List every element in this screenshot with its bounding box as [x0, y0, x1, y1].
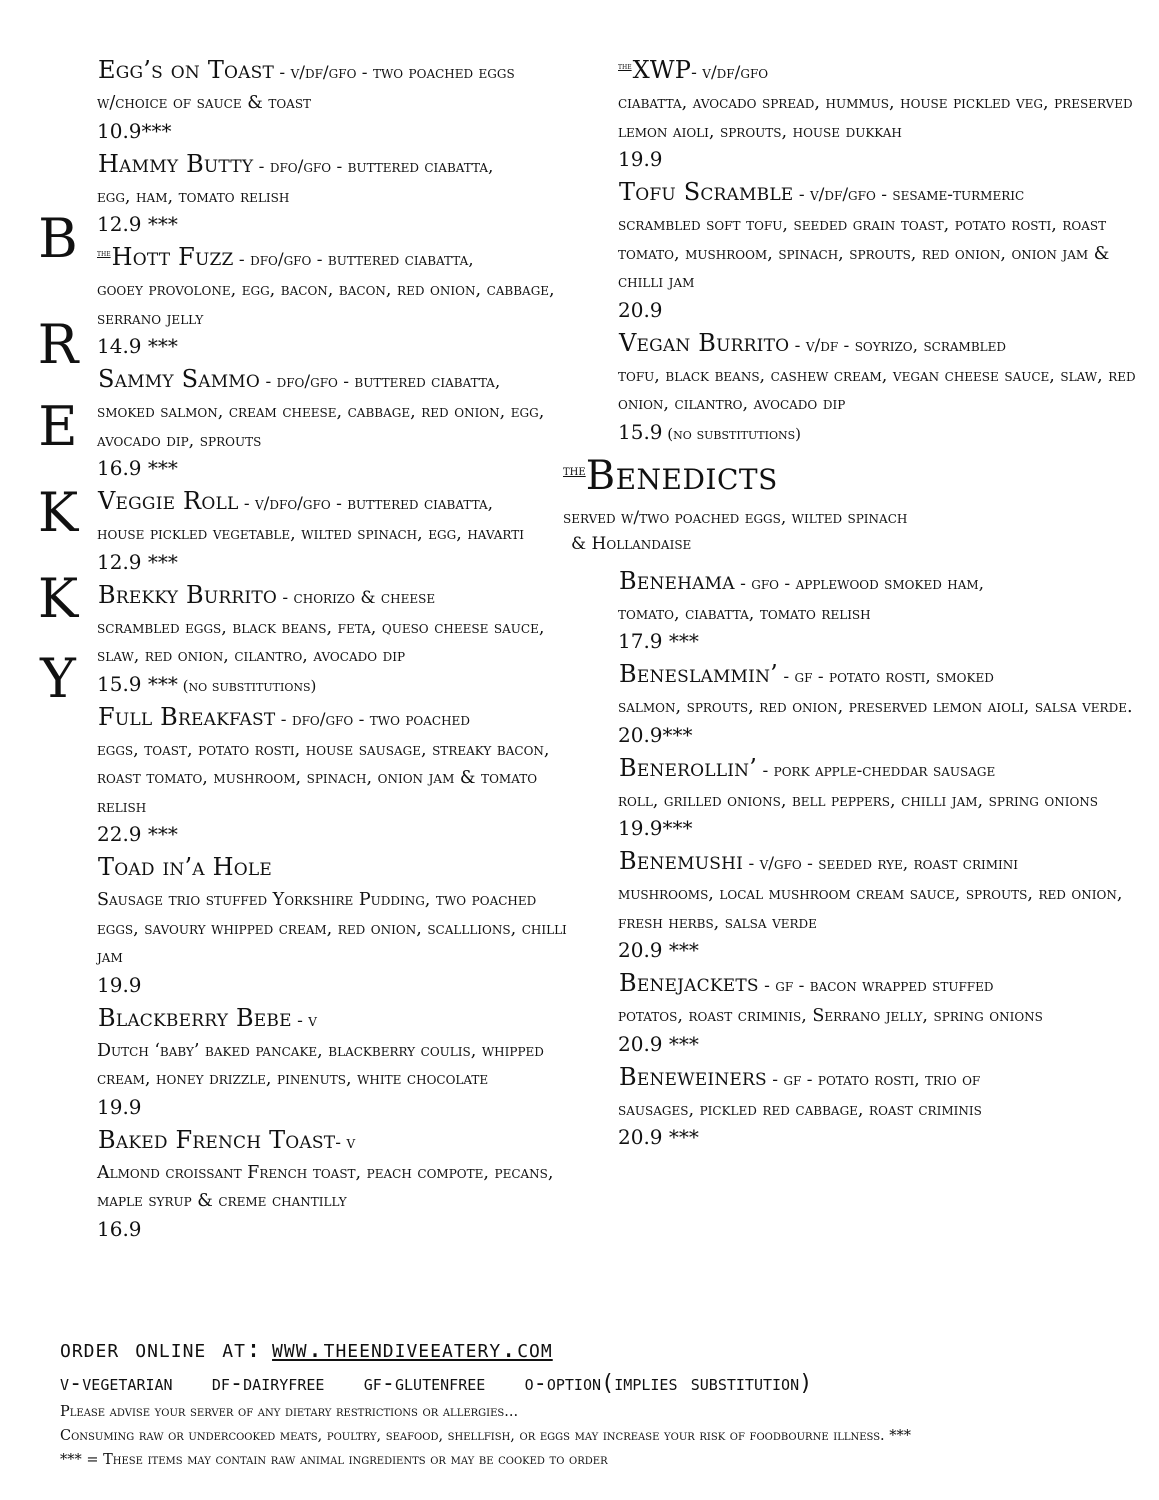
menu-item-price-line — [618, 419, 1143, 447]
allergy-disclaimer: Please advise your server of any dietary restrictions or allergies... — [60, 1404, 519, 1420]
menu-item-header — [97, 849, 567, 886]
menu-item-price: 20.9*** — [618, 722, 693, 747]
menu-item-tags: - v — [335, 1132, 356, 1153]
menu-item-header — [618, 1059, 1143, 1096]
menu-item-name: Baked French Toast — [98, 1125, 336, 1154]
menu-item-price-line — [97, 671, 567, 699]
menu-item-price: 20.9 *** — [618, 1031, 699, 1056]
menu-item-price: 19.9 — [618, 147, 663, 171]
legend-option: o-option(implies substitution) — [524, 1371, 813, 1396]
menu-item-tags: - pork apple-cheddar sausage — [757, 760, 996, 781]
menu-item-name: Tofu Scramble — [619, 178, 794, 206]
menu-item — [618, 563, 1143, 657]
menu-item-price: 20.9 — [618, 297, 663, 322]
menu-item-price-line — [97, 455, 567, 483]
menu-item-header — [618, 563, 1143, 600]
menu-item-price: 10.9*** — [97, 118, 172, 143]
menu-item — [97, 52, 567, 146]
menu-item — [618, 325, 1143, 447]
menu-item — [618, 750, 1143, 844]
menu-item-tags: - v/dfo/gfo - buttered ciabatta, — [238, 494, 494, 514]
menu-item — [97, 1122, 567, 1244]
menu-item-description: egg, ham, tomato relish — [97, 186, 290, 207]
menu-item-price-line — [618, 146, 1143, 174]
menu-item — [618, 52, 1143, 174]
menu-item-name: Hammy Butty — [98, 149, 254, 178]
menu-item-price-line — [97, 549, 567, 577]
menu-item — [97, 577, 567, 699]
menu-item-header — [618, 965, 1143, 1002]
menu-item — [97, 361, 567, 483]
menu-item-name: Benejackets — [619, 969, 759, 997]
diet-legend — [60, 1368, 1140, 1400]
menu-item-price-line — [97, 972, 567, 1000]
menu-item-name: Blackberry Bebe — [98, 1003, 292, 1032]
menu-item-price-line — [97, 211, 567, 239]
menu-item-header — [618, 843, 1143, 880]
benedicts-heading — [563, 453, 1143, 501]
menu-item-price: 17.9 *** — [618, 629, 699, 653]
brekky-letter: K — [37, 481, 79, 544]
menu-item-price: 15.9 *** — [97, 671, 178, 696]
menu-item — [97, 146, 567, 240]
menu-item-tags: - gf - potato rosti, smoked — [777, 667, 994, 687]
menu-item-tags: - dfo/gfo - buttered ciabatta, — [233, 250, 474, 270]
menu-item-header — [618, 656, 1143, 693]
menu-item-tags: - v/gfo - seeded rye, roast crimini — [743, 854, 1019, 874]
menu-item-price-line — [97, 1094, 567, 1122]
menu-item-name: Brekky Burrito — [98, 580, 277, 609]
menu-item-name: Sammy Sammo — [98, 365, 261, 393]
benedicts-the: the — [563, 462, 586, 479]
menu-item-description: Almond croissant French toast, peach compote, pecans, maple syrup & creme chantilly — [97, 1162, 554, 1211]
menu-item-price: 19.9 — [97, 1094, 142, 1119]
menu-item-price: 12.9 *** — [97, 549, 178, 574]
menu-item-description: Sausage trio stuffed Yorkshire Pudding, two poached eggs, savoury whipped cream, red onion, scalllions, chilli jam — [97, 890, 567, 967]
menu-item-price-line — [618, 815, 1143, 843]
menu-item-name: Egg’s on Toast — [98, 56, 275, 84]
menu-item-price-line — [97, 821, 567, 849]
legend-vegetarian: v-vegetarian — [60, 1371, 173, 1396]
menu-item-header — [97, 52, 567, 89]
menu-item-price: 14.9 *** — [97, 334, 178, 358]
brekky-letter: R — [37, 313, 79, 376]
menu-item-description: w/choice of sauce & toast — [97, 93, 312, 113]
menu-item-price: 20.9 *** — [618, 1125, 699, 1149]
menu-item-tags: - v/df/gfo - sesame-turmeric — [793, 185, 1025, 205]
menu-item-description: tomato, ciabatta, tomato relish — [618, 603, 871, 624]
legend-glutenfree: gf-glutenfree — [363, 1371, 486, 1396]
menu-item-description: ciabatta, avocado spread, hummus, house pickled veg, preserved lemon aioli, sprouts, house dukkah — [618, 93, 1133, 142]
menu-item-description: tofu, black beans, cashew cream, vegan cheese sauce, slaw, red onion, cilantro, avocado dip — [618, 365, 1136, 414]
menu-item — [618, 965, 1143, 1059]
menu-item-header — [97, 1122, 567, 1159]
raw-food-disclaimer: Consuming raw or undercooked meats, poultry, seafood, shellfish, or eggs may increase your risk of foodbourne illness. *** — [60, 1428, 912, 1444]
menu-item-header — [618, 52, 1143, 89]
menu-item-header — [618, 174, 1143, 211]
menu-item-price-line — [618, 722, 1143, 750]
menu-item-tags: - gfo - applewood smoked ham, — [734, 573, 985, 594]
brekky-letter: E — [38, 395, 78, 458]
menu-item-description: eggs, toast, potato rosti, house sausage, streaky bacon, roast tomato, mushroom, spinach, onion jam & tomato relish — [97, 739, 550, 817]
menu-item-tags: - gf - bacon wrapped stuffed — [758, 976, 994, 996]
menu-item-header — [97, 699, 567, 736]
raw-items-note: *** = These items may contain raw animal ingredients or may be cooked to order — [60, 1452, 608, 1468]
menu-item-description: house pickled vegetable, wilted spinach, egg, havarti — [97, 524, 524, 544]
brekky-menu-column — [97, 52, 567, 1244]
menu-item-header — [97, 577, 567, 614]
menu-item-description: Dutch ‘baby’ baked pancake, blackberry coulis, whipped cream, honey drizzle, pinenuts, white chocolate — [97, 1040, 544, 1089]
menu-item — [97, 239, 567, 361]
menu-item-price: 16.9 *** — [97, 456, 178, 480]
menu-item-header — [97, 146, 567, 183]
menu-item-tags: - v — [291, 1010, 317, 1031]
menu-item-description: scrambled eggs, black beans, feta, queso cheese sauce, slaw, red onion, cilantro, avocado dip — [97, 617, 545, 666]
menu-item-description: salmon, sprouts, red onion, preserved lemon aioli, salsa verde. — [618, 697, 1133, 717]
menu-item-name: Toad in’a Hole — [98, 853, 272, 881]
menu-item — [97, 1000, 567, 1122]
menu-item-price-line — [618, 628, 1143, 656]
menu-item-description: sausages, pickled red cabbage, roast criminis — [618, 1099, 982, 1120]
menu-item-tags: - dfo/gfo - buttered ciabatta, — [260, 372, 501, 392]
menu-item-tags: - gf - potato rosti, trio of — [766, 1069, 981, 1090]
menu-item-description: smoked salmon, cream cheese, cabbage, red onion, egg, avocado dip, sprouts — [97, 402, 545, 451]
menu-item-tags: - chorizo & cheese — [277, 587, 436, 608]
footer — [60, 1330, 1140, 1472]
menu-item — [97, 483, 567, 577]
right-top-items — [563, 52, 1143, 447]
menu-item-description: mushrooms, local mushroom cream sauce, sprouts, red onion, fresh herbs, salsa verde — [618, 884, 1123, 933]
menu-item-prefix: the — [618, 62, 632, 72]
menu-item-header — [97, 483, 567, 520]
menu-item — [618, 1059, 1143, 1153]
menu-item-tags: - v/df/gfo — [691, 63, 769, 83]
menu-item-tags: - dfo/gfo - buttered ciabatta, — [253, 156, 494, 177]
menu-item-name: Full Breakfast — [98, 702, 276, 731]
menu-item-price: 12.9 *** — [97, 212, 178, 236]
menu-item-price-line — [618, 1031, 1143, 1059]
benedicts-items — [563, 563, 1143, 1153]
menu-item-price-line — [97, 118, 567, 146]
menu-item-price: 19.9 — [97, 972, 142, 997]
benedicts-sub-line1: served w/two poached eggs, wilted spinach — [563, 507, 908, 528]
menu-item-note: (no substitutions) — [662, 424, 801, 443]
menu-item-header — [618, 750, 1143, 787]
menu-item-prefix: the — [97, 249, 111, 259]
menu-item — [97, 849, 567, 1000]
menu-item-name: Vegan Burrito — [619, 328, 790, 357]
menu-item-name: Beneslammin’ — [619, 660, 778, 688]
menu-item — [618, 174, 1143, 325]
menu-item — [618, 656, 1143, 750]
menu-item-description: scrambled soft tofu, seeded grain toast, potato rosti, roast tomato, mushroom, spinach, sprouts, red onion, onion jam & chilli jam — [618, 215, 1110, 292]
menu-item-description: potatos, roast criminis, Serrano jelly, spring onions — [618, 1006, 1043, 1026]
menu-item-header — [97, 239, 567, 276]
benedicts-sub-line2: & Hollandaise — [571, 533, 692, 554]
menu-item-tags: - dfo/gfo - two poached — [275, 709, 470, 730]
legend-dairyfree: df-dairyfree — [211, 1371, 325, 1396]
brekky-letter: B — [38, 207, 78, 270]
menu-item-price-line — [97, 333, 567, 361]
benedicts-title: Benedicts — [585, 452, 778, 499]
menu-item-header — [97, 361, 567, 398]
menu-item-note: (no substitutions) — [177, 676, 317, 695]
menu-item-name: Benehama — [619, 566, 735, 595]
menu-item-name: Benerollin’ — [619, 753, 758, 782]
menu-item-price: 15.9 — [618, 419, 663, 444]
menu-item-header — [618, 325, 1143, 362]
order-online-label: order online at: — [60, 1334, 263, 1363]
menu-item-price: 20.9 *** — [618, 938, 699, 962]
benedicts-subtitle — [563, 505, 1143, 557]
brekky-letter: Y — [40, 647, 76, 710]
menu-item-description: roll, grilled onions, bell peppers, chilli jam, spring onions — [618, 790, 1099, 811]
menu-item-price-line — [97, 1216, 567, 1244]
brekky-letter: K — [37, 567, 79, 630]
menu-item-price-line — [618, 1124, 1143, 1152]
menu-item-price: 19.9*** — [618, 816, 693, 840]
menu-item-price-line — [618, 297, 1143, 325]
menu-item-name: Benemushi — [619, 847, 744, 875]
order-online-line — [60, 1330, 1140, 1368]
menu-item-price: 16.9 — [97, 1216, 142, 1241]
right-menu-column — [563, 52, 1143, 1152]
menu-item-name: Beneweiners — [619, 1062, 767, 1091]
menu-item-header — [97, 1000, 567, 1037]
menu-item — [97, 699, 567, 850]
order-online-link[interactable]: www.theendiveeatery.com — [272, 1334, 553, 1363]
menu-item-tags: - v/df - soyrizo, scrambled — [789, 335, 1007, 356]
menu-item-name: XWP — [632, 56, 692, 84]
menu-item-name: Hott Fuzz — [111, 243, 234, 271]
menu-item-price-line — [618, 937, 1143, 965]
menu-item — [618, 843, 1143, 965]
menu-item-description: gooey provolone, egg, bacon, bacon, red onion, cabbage, serrano jelly — [97, 280, 555, 329]
menu-item-name: Veggie Roll — [98, 487, 239, 515]
menu-item-tags: - v/df/gfo - two poached eggs — [274, 63, 515, 83]
menu-item-price: 22.9 *** — [97, 822, 178, 846]
